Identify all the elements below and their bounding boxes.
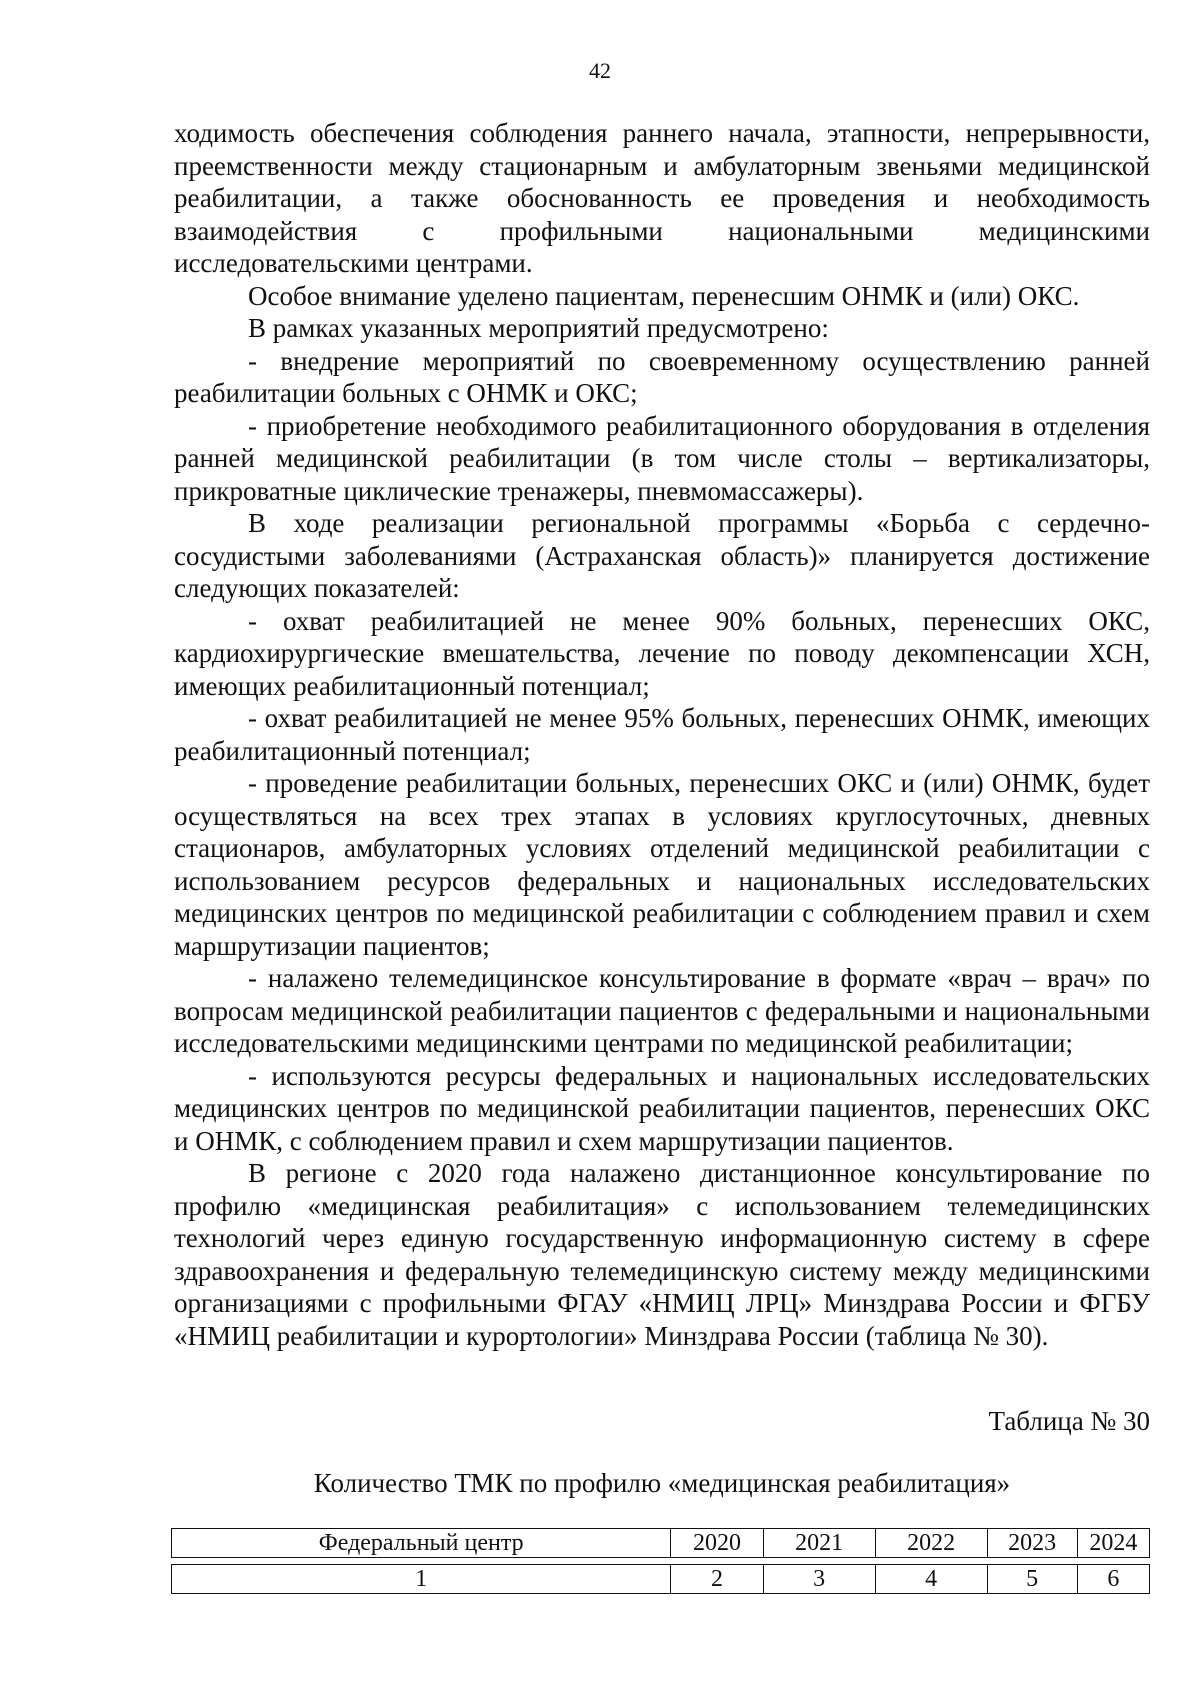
table-header-cell: 2022 [875,1528,987,1558]
table-header-cell: 2021 [763,1528,875,1558]
list-item: - приобретение необходимого реабилитационного оборудования в отделения ранней медицинской реабилитации (в том числе столы – вертикализаторы, прикроватные циклические тренажеры, пневмомассажеры). [174,410,1150,506]
paragraph: В регионе с 2020 года налажено дистанционное консультирование по профилю «медицинская реабилитация» с использованием телемедицинских технологий через единую государственную информационную систему в сфере здравоохранения и федеральную телемедицинскую систему между медицинскими организациями с профильными ФГАУ «НМИЦ ЛРЦ» Минздрава России и ФГБУ «НМИЦ реабилитации и курортологии» Минздрава России (таблица № 30). [174,1158,1150,1351]
table-cell: 2 [670,1564,762,1594]
body-text [174,117,1150,1352]
table-cell: 5 [987,1564,1077,1594]
table-title: Количество ТМК по профилю «медицинская реабилитация» [313,1468,1011,1498]
paragraph: В рамках указанных мероприятий предусмотрено: [248,313,829,343]
table-cell: 6 [1077,1564,1150,1594]
table-header-row [171,1528,1150,1558]
paragraph: ходимость обеспечения соблюдения раннего начала, этапности, непрерывности, преемственности между стационарным и амбулаторным звеньями медицинской реабилитации, а также обоснованность ее проведения и необходимость взаимодействия с профильными национальными медицинскими исследовательскими центрами. [174,118,1150,278]
list-item: - охват реабилитацией не менее 95% больных, перенесших ОНМК, имеющих реабилитационный потенциал; [174,703,1150,766]
table-cell: 1 [171,1564,670,1594]
table-cell: 3 [763,1564,875,1594]
list-item: - налажено телемедицинское консультирование в формате «врач – врач» по вопросам медицинской реабилитации пациентов с федеральными и национальными исследовательскими медицинскими центрами по медицинской реабилитации; [174,963,1150,1058]
tmk-table [171,1522,1150,1600]
table-header-cell: 2023 [987,1528,1077,1558]
table-header-cell: 2020 [670,1528,762,1558]
paragraph: Особое внимание уделено пациентам, перенесшим ОНМК и (или) ОКС. [248,280,1080,311]
list-item: - внедрение мероприятий по своевременному осуществлению ранней реабилитации больных с ОНМК и ОКС; [174,345,1150,408]
table-cell: 4 [875,1564,987,1594]
table-header-cell: 2024 [1077,1528,1150,1558]
paragraph: В ходе реализации региональной программы «Борьба с сердечно-сосудистыми заболеваниями (Астраханская область)» планируется достижение следующих показателей: [174,508,1150,603]
list-item: - охват реабилитацией не менее 90% больных, перенесших ОКС, кардиохирургические вмешательства, лечение по поводу декомпенсации ХСН, имеющих реабилитационный потенциал; [174,605,1150,701]
table-header-cell: Федеральный центр [171,1528,670,1558]
table-numbering-row [171,1564,1150,1594]
list-item: - проведение реабилитации больных, перенесших ОКС и (или) ОНМК, будет осуществляться на всех трех этапах в условиях круглосуточных, дневных стационаров, амбулаторных условиях отделений медицинской реабилитации с использованием ресурсов федеральных и национальных исследовательских медицинских центров по медицинской реабилитации с соблюдением правил и схем маршрутизации пациентов; [174,768,1150,961]
table-caption: Таблица № 30 [988,1406,1150,1436]
page-number: 42 [589,58,611,83]
list-item: - используются ресурсы федеральных и национальных исследовательских медицинских центров по медицинской реабилитации пациентов, перенесших ОКС и ОНМК, с соблюдением правил и схем маршрутизации пациентов. [174,1060,1150,1156]
